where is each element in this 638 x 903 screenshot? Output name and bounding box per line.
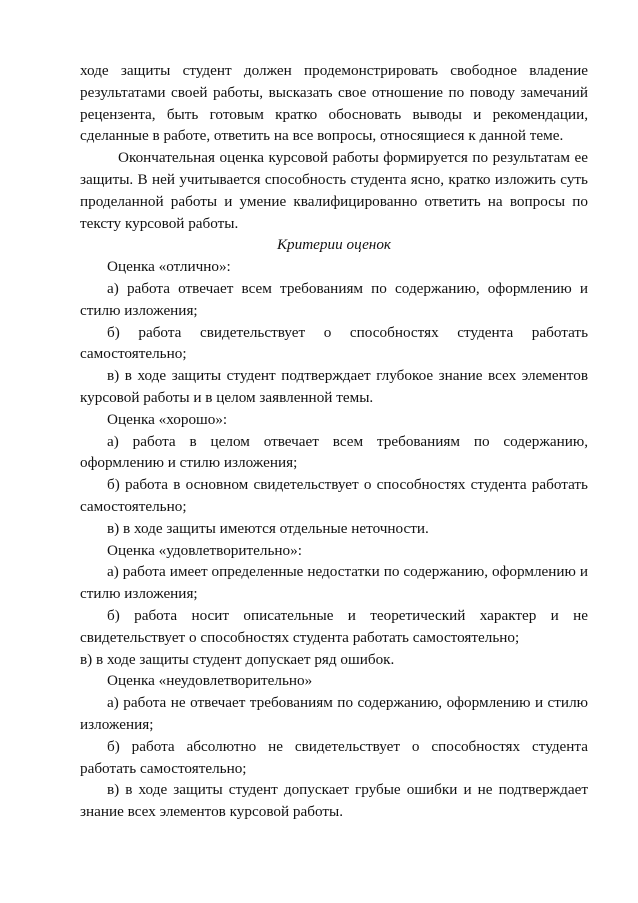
paragraph-final-grade: Окончательная оценка курсовой работы формируется по результатам ее защиты. В ней учитывается способность студента ясно, кратко изложить суть проделанной работы и умение квалифицированно ответить на вопросы по тексту курсовой работы. <box>80 149 588 232</box>
grade-satisfactory-label: Оценка «удовлетворительно»: <box>107 541 302 559</box>
document-page <box>80 60 588 823</box>
grade-unsatisfactory-label: Оценка «неудовлетворительно» <box>107 672 313 690</box>
grade-unsatisfactory-item-a: а) работа не отвечает требованиям по содержанию, оформлению и стилю изложения; <box>80 694 588 733</box>
grade-satisfactory-item-c: в) в ходе защиты студент допускает ряд ошибок. <box>80 650 395 668</box>
criteria-heading: Критерии оценок <box>276 236 392 254</box>
grade-satisfactory-item-b: б) работа носит описательные и теоретический характер и не свидетельствует о способностях студента работать самостоятельно; <box>80 606 588 646</box>
grade-good-item-a: а) работа в целом отвечает всем требованиям по содержанию, оформлению и стилю изложения; <box>80 432 588 472</box>
grade-good-label: Оценка «хорошо»: <box>107 410 228 428</box>
grade-good-item-b: б) работа в основном свидетельствует о способностях студента работать самостоятельно; <box>80 476 588 515</box>
grade-satisfactory-item-a: а) работа имеет определенные недостатки по содержанию, оформлению и стилю изложения; <box>80 563 588 603</box>
grade-excellent-item-b: б) работа свидетельствует о способностях студента работать самостоятельно; <box>80 323 588 363</box>
grade-excellent-label: Оценка «отлично»: <box>107 258 231 276</box>
paragraph-defense-continuation: ходе защиты студент должен продемонстрировать свободное владение результатами своей работы, высказать свое отношение по поводу замечаний рецензента, быть готовым кратко обосновать выводы и рекомендации, сделанные в работе, ответить на все вопросы, относящиеся к данной теме. <box>80 62 588 145</box>
grade-good-item-c: в) в ходе защиты имеются отдельные неточности. <box>107 519 429 537</box>
grade-excellent-item-c: в) в ходе защиты студент подтверждает глубокое знание всех элементов курсовой работы и в целом заявленной темы. <box>80 367 588 406</box>
grade-unsatisfactory-item-c: в) в ходе защиты студент допускает грубые ошибки и не подтверждает знание всех элементов курсовой работы. <box>80 781 588 821</box>
grade-excellent-item-a: а) работа отвечает всем требованиям по содержанию, оформлению и стилю изложения; <box>80 279 588 319</box>
grade-unsatisfactory-item-b: б) работа абсолютно не свидетельствует о способностях студента работать самостоятельно; <box>80 737 588 777</box>
